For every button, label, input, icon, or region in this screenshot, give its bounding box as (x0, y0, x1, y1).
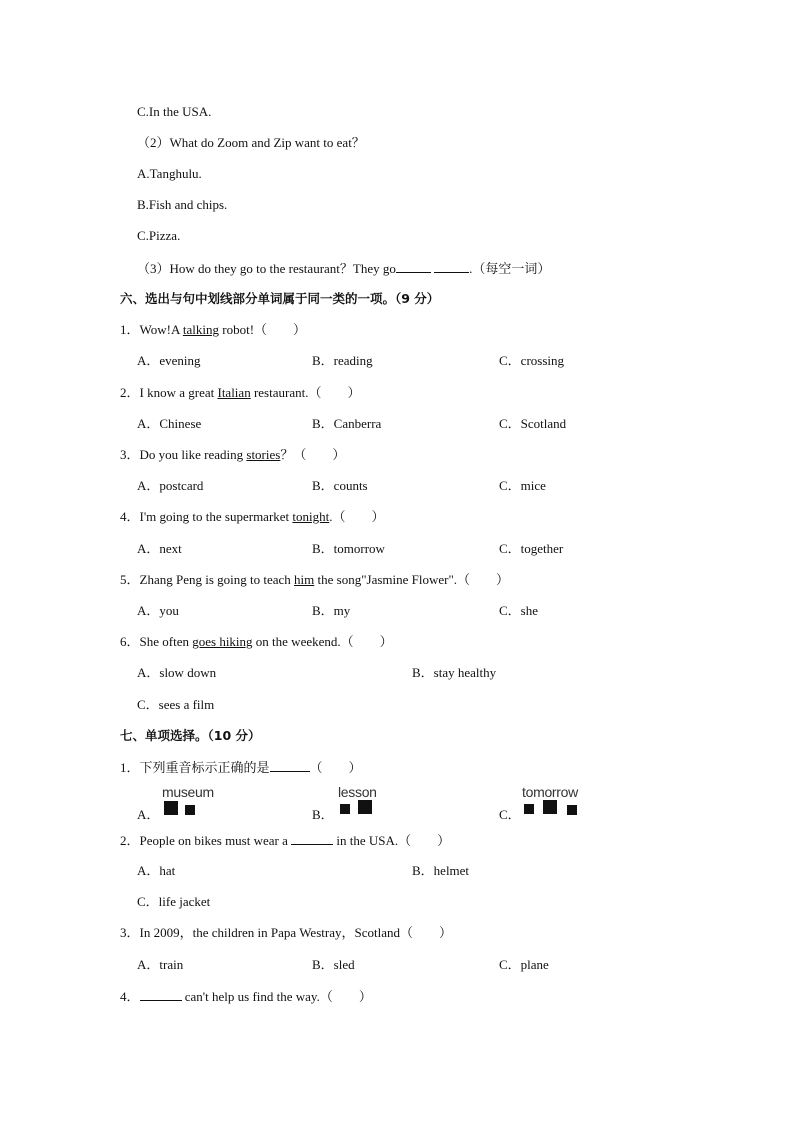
option-b-label: B． (312, 807, 334, 822)
stress-word-lesson: lesson (338, 784, 377, 800)
question-2-text: （2）What do Zoom and Zip want to eat？ (137, 135, 365, 150)
option-a: A．next (137, 541, 182, 556)
answer-blank (396, 260, 431, 273)
s6-question-4: 4．I'm going to the supermarket tonight.（ ） (120, 509, 385, 524)
option-c: C．life jacket (137, 894, 211, 909)
option-c-text: C.In the USA. (137, 104, 212, 119)
stress-mark-small (567, 805, 577, 815)
answer-blank (270, 759, 310, 772)
option-a: A．slow down (137, 665, 217, 680)
stress-word-tomorrow: tomorrow (522, 784, 578, 800)
s7-question-4: 4． can't help us find the way.（ ） (120, 989, 372, 1004)
answer-blank (140, 988, 182, 1001)
question-3-text (137, 260, 550, 277)
underlined-word: tonight (292, 509, 330, 524)
underlined-word: stories (246, 447, 281, 462)
option-a: A．evening (137, 353, 201, 368)
option-c-label: C． (499, 807, 521, 822)
s6-question-3: 3．Do you like reading stories？（ ） (120, 447, 346, 462)
option-a: A．hat (137, 863, 176, 878)
question-3-suffix: .（每空一词） (469, 261, 551, 276)
option-c: C．she (499, 603, 539, 618)
s7-question-1: 1．下列重音标示正确的是 （ ） (120, 760, 362, 775)
option-c: C．mice (499, 478, 546, 493)
option-b: B．tomorrow (312, 541, 385, 556)
option-c: C．sees a film (137, 697, 215, 712)
s6-question-1: 1．Wow!A talking robot!（ ） (120, 322, 307, 337)
s6-question-2: 2．I know a great Italian restaurant.（ ） (120, 385, 361, 400)
option-a: A．Chinese (137, 416, 202, 431)
stress-mark-small (524, 804, 534, 814)
section-6-heading: 六、选出与句中划线部分单词属于同一类的一项。（9 分） (120, 291, 440, 306)
underlined-word: talking (182, 322, 219, 337)
underlined-word: goes hiking (192, 634, 253, 649)
underlined-word: Italian (217, 385, 251, 400)
option-b: B．sled (312, 957, 355, 972)
s7-question-3: 3．In 2009，the children in Papa Westray，Scotland（ ） (120, 925, 452, 940)
option-c: C．crossing (499, 353, 565, 368)
option-b: B．stay healthy (412, 665, 497, 680)
option-c: C．plane (499, 957, 549, 972)
option-a-label: A． (137, 807, 160, 822)
option-b: B．helmet (412, 863, 470, 878)
option-c-text: C.Pizza. (137, 228, 181, 243)
s7-question-2: 2．People on bikes must wear a in the USA.（ ） (120, 833, 451, 848)
option-a: A．you (137, 603, 179, 618)
option-b-text: B.Fish and chips. (137, 197, 228, 212)
stress-mark-large (543, 800, 557, 814)
question-3-prefix: （3）How do they go to the restaurant？They go (137, 261, 396, 276)
section-7-heading: 七、单项选择。（10 分） (120, 728, 261, 743)
answer-blank (291, 832, 333, 845)
option-b: B．Canberra (312, 416, 382, 431)
option-a: A．postcard (137, 478, 204, 493)
option-b: B．my (312, 603, 351, 618)
s6-question-6: 6．She often goes hiking on the weekend.（ ） (120, 634, 393, 649)
stress-mark-small (340, 804, 350, 814)
stress-mark-large (164, 801, 178, 815)
s6-question-5: 5．Zhang Peng is going to teach him the song"Jasmine Flower".（ ） (120, 572, 510, 587)
stress-mark-small (185, 805, 195, 815)
answer-blank (434, 260, 469, 273)
option-c: C．together (499, 541, 564, 556)
option-c: C．Scotland (499, 416, 567, 431)
option-a: A．train (137, 957, 184, 972)
stress-word-museum: museum (162, 784, 214, 800)
option-b: B．counts (312, 478, 368, 493)
option-a-text: A.Tanghulu. (137, 166, 202, 181)
underlined-word: him (294, 572, 315, 587)
stress-mark-large (358, 800, 372, 814)
option-b: B．reading (312, 353, 373, 368)
